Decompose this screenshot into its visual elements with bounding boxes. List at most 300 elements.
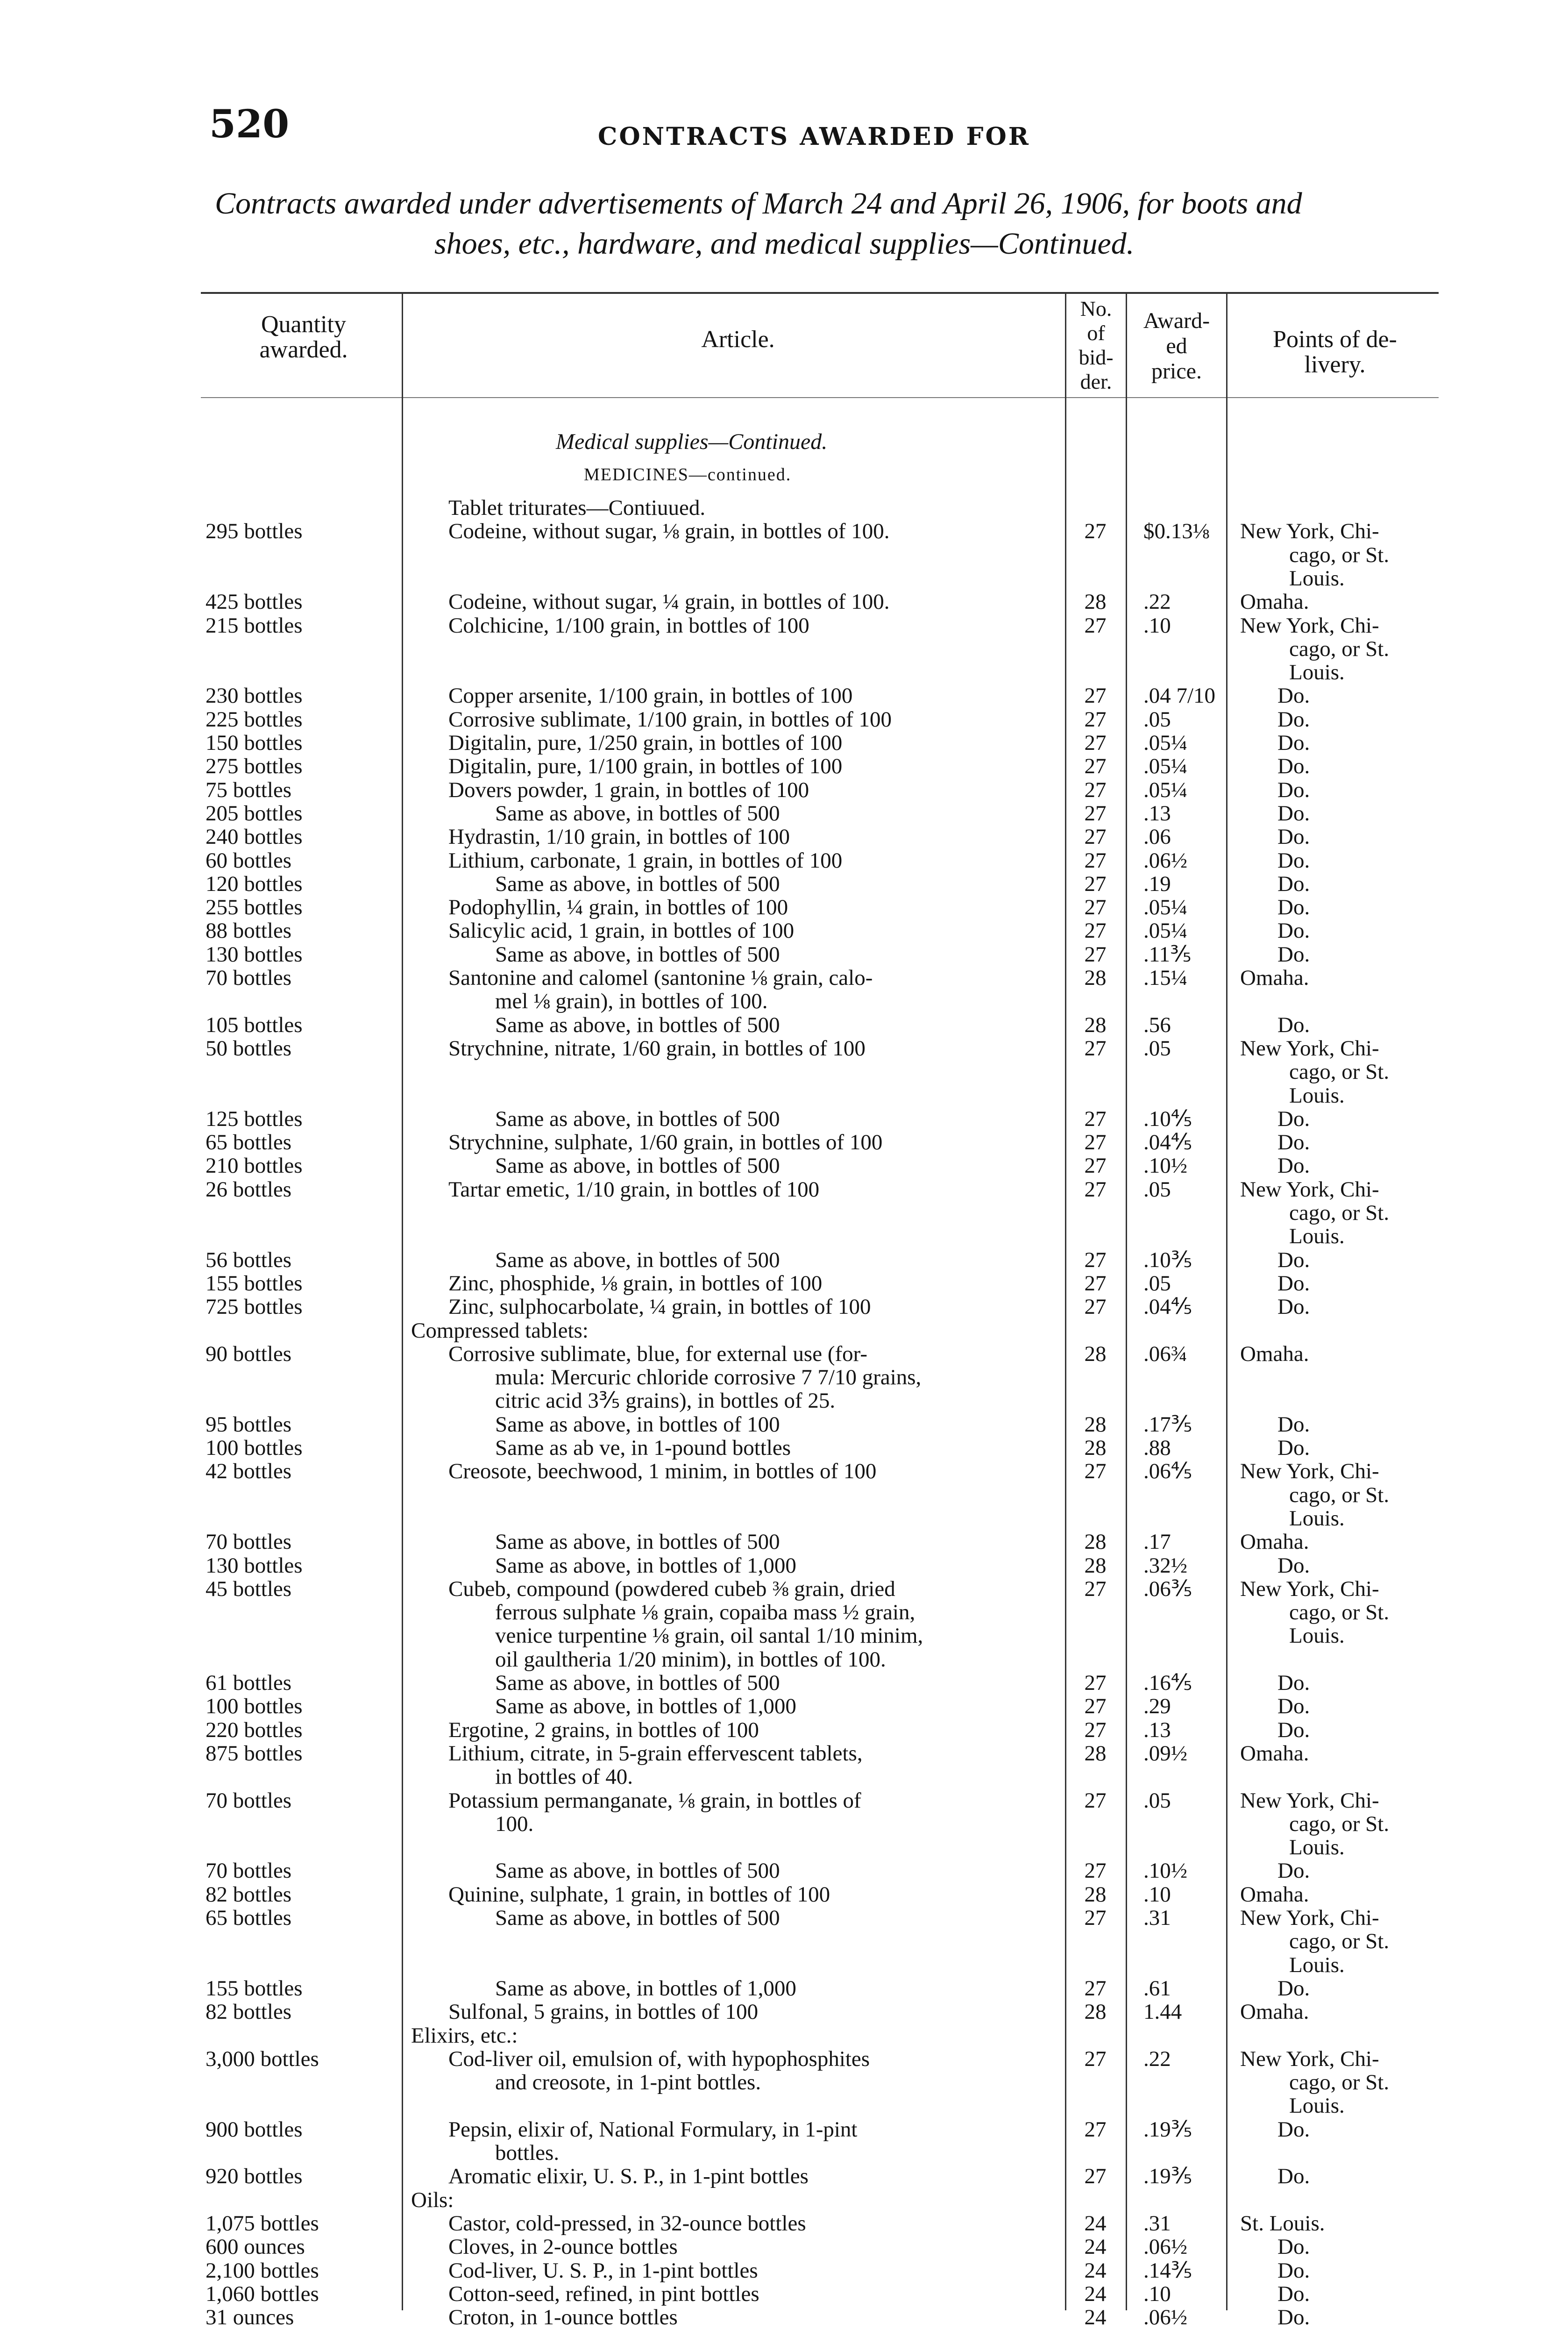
table-row [0,1883,1568,1906]
quantity-cell: 205 bottles [206,801,303,826]
table-row [0,1554,1568,1577]
delivery-cell: Do. [1277,2281,1310,2306]
bidder-cell: 27 [1084,1694,1107,1719]
bidder-cell: 24 [1084,2258,1107,2283]
article-cell: Tartar emetic, 1/10 grain, in bottles of 100 [448,1177,820,1201]
table-row [0,1483,1568,1507]
table-row [0,1084,1568,1107]
quantity-cell: 155 bottles [206,1976,303,2001]
table-row [0,1225,1568,1248]
article-cell: Cloves, in 2-ounce bottles [448,2235,678,2259]
quantity-cell: 95 bottles [206,1412,292,1437]
bidder-cell: 27 [1084,2046,1107,2071]
delivery-cell: Louis. [1289,1835,1345,1860]
price-cell: .19⅗ [1143,2117,1192,2142]
article-cell: Potassium permanganate, ⅛ grain, in bottles of [448,1788,861,1812]
price-cell: .13 [1143,1717,1171,1742]
table-row [0,2141,1568,2165]
delivery-cell: Omaha. [1240,590,1309,614]
article-cell: Lithium, carbonate, 1 grain, in bottles of 100 [448,848,843,872]
table-row [0,1930,1568,1953]
delivery-cell: Louis. [1289,566,1345,591]
table-row [0,708,1568,731]
delivery-cell: Do. [1277,871,1310,896]
price-cell: .06 [1143,825,1171,849]
table-row [0,943,1568,966]
table-row [0,2282,1568,2306]
article-cell: in bottles of 40. [495,1765,633,1789]
table-row [0,966,1568,990]
article-cell: Zinc, phosphide, ⅛ grain, in bottles of 100 [448,1271,823,1295]
table-row [0,778,1568,802]
table-row [0,1718,1568,1742]
article-cell: Oils: [411,2188,454,2212]
price-cell: .22 [1143,2046,1171,2071]
price-cell: .10⅘ [1143,1106,1192,1131]
price-cell: .06⅘ [1143,1459,1192,1484]
table-row [0,802,1568,825]
table-row [0,1037,1568,1060]
table-row [0,2212,1568,2235]
section-medicines: MEDICINES—continued. [584,465,792,484]
article-cell: Same as ab ve, in 1-pound bottles [495,1436,791,1460]
delivery-cell: Omaha. [1240,2000,1309,2024]
article-cell: Hydrastin, 1/10 grain, in bottles of 100 [448,825,790,849]
table-row [0,1906,1568,1930]
table-row [0,1977,1568,2000]
table-row [0,896,1568,919]
quantity-cell: 70 bottles [206,1859,292,1883]
quantity-cell: 210 bottles [206,1154,303,1178]
table-row [0,661,1568,684]
quantity-cell: 225 bottles [206,707,303,732]
price-cell: .29 [1143,1694,1171,1719]
quantity-cell: 255 bottles [206,895,303,920]
table-row [0,2071,1568,2094]
delivery-cell: Do. [1277,684,1310,708]
table-row [0,1460,1568,1483]
table-row [0,1765,1568,1788]
price-cell: .31 [1143,1906,1171,1930]
table-row [0,919,1568,942]
table-row [0,1060,1568,1083]
price-cell: .06½ [1143,2305,1187,2330]
quantity-cell: 100 bottles [206,1694,303,1719]
quantity-cell: 82 bottles [206,2000,292,2024]
quantity-cell: 1,060 bottles [206,2281,319,2306]
article-cell: Castor, cold-pressed, in 32-ounce bottles [448,2211,806,2235]
table-row [0,543,1568,567]
delivery-cell: Do. [1277,777,1310,802]
price-cell: .05¼ [1143,754,1187,779]
price-cell: .16⅘ [1143,1671,1192,1695]
bidder-cell: 27 [1084,1247,1107,1272]
delivery-cell: Do. [1277,1717,1310,1742]
quantity-cell: 50 bottles [206,1036,292,1061]
bidder-cell: 27 [1084,1295,1107,1319]
price-cell: .05 [1143,1177,1171,1202]
table-row [0,1695,1568,1718]
article-cell: Digitalin, pure, 1/250 grain, in bottles of 100 [448,731,843,755]
bidder-cell: 27 [1084,1671,1107,1695]
delivery-cell: Louis. [1289,1624,1345,1648]
article-cell: Strychnine, sulphate, 1/60 grain, in bottles of 100 [448,1131,883,1154]
table-caption-line-1: Contracts awarded under advertisements of March 24 and April 26, 1906, for boots and [215,186,1302,221]
article-cell: Ergotine, 2 grains, in bottles of 100 [448,1718,759,1742]
bidder-cell: 27 [1084,871,1107,896]
article-cell: Croton, in 1-ounce bottles [448,2306,678,2329]
quantity-cell: 105 bottles [206,1012,303,1037]
table-row [0,1624,1568,1647]
price-cell: .10⅗ [1143,1247,1192,1272]
price-cell: 1.44 [1143,2000,1182,2024]
article-cell: Creosote, beechwood, 1 minim, in bottles of 100 [448,1460,877,1483]
article-cell: Same as above, in bottles of 1,000 [495,1695,796,1718]
article-cell: Lithium, citrate, in 5-grain effervescent tablets, [448,1741,863,1765]
bidder-cell: 27 [1084,1106,1107,1131]
delivery-cell: Omaha. [1240,1741,1309,1766]
header-bidder: No. of bid- der. [1078,297,1114,393]
article-cell: Cod-liver, U. S. P., in 1-pint bottles [448,2258,758,2282]
table-row [0,2024,1568,2047]
article-cell: citric acid 3⅗ grains), in bottles of 25. [495,1389,836,1413]
table-row [0,1295,1568,1318]
bidder-cell: 28 [1084,2000,1107,2024]
header-quantity: Quantity awarded. [259,311,348,363]
delivery-cell: St. Louis. [1240,2211,1325,2236]
table-row [0,1107,1568,1131]
price-cell: .05 [1143,1271,1171,1296]
delivery-cell: Do. [1277,919,1310,943]
bidder-cell: 27 [1084,2117,1107,2142]
table-row [0,2188,1568,2212]
article-cell: mel ⅛ grain), in bottles of 100. [495,990,768,1013]
table-row [0,2000,1568,2023]
table-row [0,755,1568,778]
quantity-cell: 82 bottles [206,1882,292,1907]
header-rule [201,397,1439,398]
article-cell: Cotton-seed, refined, in pint bottles [448,2282,759,2306]
table-caption-line-2: shoes, etc., hardware, and medical supplies—Continued. [434,227,1135,261]
price-cell: .31 [1143,2211,1171,2236]
delivery-cell: Do. [1277,754,1310,779]
article-cell: Same as above, in bottles of 500 [495,1530,780,1554]
quantity-cell: 155 bottles [206,1271,303,1296]
table-row [0,1013,1568,1037]
table-row [0,590,1568,613]
bidder-cell: 24 [1084,2281,1107,2306]
article-cell: Same as above, in bottles of 500 [495,1671,780,1695]
delivery-cell: Louis. [1289,660,1345,685]
price-cell: $0.13⅛ [1143,519,1209,544]
delivery-cell: Do. [1277,1271,1310,1296]
delivery-cell: cago, or St. [1289,1600,1390,1625]
price-cell: .10 [1143,1882,1171,1907]
quantity-cell: 56 bottles [206,1247,292,1272]
table-row [0,2306,1568,2329]
delivery-cell: New York, Chi- [1240,1788,1379,1813]
table-row [0,520,1568,543]
bidder-cell: 28 [1084,966,1107,990]
table-row [0,1342,1568,1366]
article-cell: Dovers powder, 1 grain, in bottles of 100 [448,778,809,802]
article-cell: Cubeb, compound (powdered cubeb ⅜ grain, dried [448,1577,895,1601]
table-row [0,1530,1568,1553]
table-row [0,849,1568,872]
bidder-cell: 27 [1084,825,1107,849]
bidder-cell: 28 [1084,1341,1107,1366]
table-row [0,1671,1568,1695]
table-row [0,2235,1568,2258]
delivery-cell: Louis. [1289,2094,1345,2118]
price-cell: .05¼ [1143,895,1187,920]
bidder-cell: 27 [1084,1859,1107,1883]
bidder-cell: 28 [1084,590,1107,614]
table-row [0,614,1568,637]
delivery-cell: Do. [1277,1412,1310,1437]
delivery-cell: Do. [1277,1106,1310,1131]
article-cell: Copper arsenite, 1/100 grain, in bottles of 100 [448,684,853,708]
article-cell: Quinine, sulphate, 1 grain, in bottles of 100 [448,1882,830,1906]
delivery-cell: Do. [1277,2258,1310,2283]
delivery-cell: Do. [1277,2117,1310,2142]
table-row [0,1248,1568,1272]
delivery-cell: Do. [1277,848,1310,873]
table-row [0,2094,1568,2117]
top-rule [201,292,1439,294]
quantity-cell: 70 bottles [206,1788,292,1813]
delivery-cell: Do. [1277,1694,1310,1719]
delivery-cell: Omaha. [1240,966,1309,990]
delivery-cell: Do. [1277,1436,1310,1460]
bidder-cell: 27 [1084,777,1107,802]
table-row [0,684,1568,707]
bidder-cell: 27 [1084,519,1107,544]
table-row [0,567,1568,590]
article-cell: Same as above, in bottles of 500 [495,1906,780,1930]
bidder-cell: 27 [1084,1154,1107,1178]
price-cell: .19 [1143,871,1171,896]
table-row [0,825,1568,848]
header-article: Article. [701,326,775,353]
bidder-cell: 27 [1084,613,1107,638]
price-cell: .10½ [1143,1154,1187,1178]
quantity-cell: 2,100 bottles [206,2258,319,2283]
delivery-cell: Do. [1277,1295,1310,1319]
quantity-cell: 240 bottles [206,825,303,849]
bidder-cell: 27 [1084,895,1107,920]
article-cell: Same as above, in bottles of 500 [495,1248,780,1272]
delivery-cell: Do. [1277,731,1310,755]
delivery-cell: Omaha. [1240,1882,1309,1907]
table-row [0,1507,1568,1530]
bidder-cell: 28 [1084,1436,1107,1460]
price-cell: .22 [1143,590,1171,614]
delivery-cell: cago, or St. [1289,1929,1390,1954]
quantity-cell: 275 bottles [206,754,303,779]
article-cell: Zinc, sulphocarbolate, ¼ grain, in bottles of 100 [448,1295,871,1319]
price-cell: .04 7/10 [1143,684,1216,708]
table-row [0,496,1568,520]
quantity-cell: 31 ounces [206,2305,294,2330]
quantity-cell: 920 bottles [206,2164,303,2189]
table-row [0,1436,1568,1460]
price-cell: .06⅗ [1143,1576,1192,1601]
article-cell: Colchicine, 1/100 grain, in bottles of 100 [448,613,809,637]
price-cell: .05 [1143,1788,1171,1813]
quantity-cell: 120 bottles [206,871,303,896]
table-row [0,1577,1568,1601]
quantity-cell: 230 bottles [206,684,303,708]
bidder-cell: 27 [1084,1788,1107,1813]
delivery-cell: Louis. [1289,1506,1345,1531]
price-cell: .05 [1143,707,1171,732]
quantity-cell: 90 bottles [206,1341,292,1366]
delivery-cell: New York, Chi- [1240,1177,1379,1202]
delivery-cell: Do. [1277,1130,1310,1155]
price-cell: .04⅘ [1143,1295,1192,1319]
table-row [0,1413,1568,1436]
table-row [0,1154,1568,1177]
quantity-cell: 70 bottles [206,1530,292,1554]
article-cell: Same as above, in bottles of 1,000 [495,1553,796,1577]
article-cell: ferrous sulphate ⅛ grain, copaiba mass ½ grain, [495,1601,915,1624]
delivery-cell: cago, or St. [1289,1060,1390,1084]
table-row [0,1201,1568,1225]
delivery-cell: Do. [1277,801,1310,826]
price-cell: .05¼ [1143,731,1187,755]
article-cell: Codeine, without sugar, ¼ grain, in bottles of 100. [448,590,890,614]
article-cell: Codeine, without sugar, ⅛ grain, in bottles of 100. [448,520,890,543]
delivery-cell: cago, or St. [1289,2070,1390,2095]
delivery-cell: Do. [1277,1671,1310,1695]
quantity-cell: 100 bottles [206,1436,303,1460]
header-price: Award- ed price. [1143,308,1210,384]
price-cell: .10½ [1143,1859,1187,1883]
quantity-cell: 75 bottles [206,777,292,802]
price-cell: .14⅗ [1143,2258,1192,2283]
bidder-cell: 27 [1084,1717,1107,1742]
table-row [0,2259,1568,2282]
bidder-cell: 27 [1084,754,1107,779]
bidder-cell: 28 [1084,1412,1107,1437]
article-cell: oil gaultheria 1/20 minim), in bottles of 100. [495,1647,886,1671]
table-row [0,2118,1568,2141]
price-cell: .61 [1143,1976,1171,2001]
bidder-cell: 27 [1084,1271,1107,1296]
delivery-cell: Louis. [1289,1224,1345,1249]
bidder-cell: 24 [1084,2235,1107,2259]
delivery-cell: Do. [1277,1553,1310,1578]
article-cell: Cod-liver oil, emulsion of, with hypophosphites [448,2047,870,2071]
quantity-cell: 295 bottles [206,519,303,544]
table-row [0,637,1568,661]
delivery-cell: Do. [1277,707,1310,732]
bidder-cell: 27 [1084,2164,1107,2189]
running-head: CONTRACTS AWARDED FOR [598,122,1030,151]
article-cell: Same as above, in bottles of 1,000 [495,1976,796,2000]
table-row [0,1836,1568,1859]
bidder-cell: 27 [1084,684,1107,708]
quantity-cell: 875 bottles [206,1741,303,1766]
page-number: 520 [209,102,290,147]
table-row [0,1272,1568,1295]
quantity-cell: 61 bottles [206,1671,292,1695]
quantity-cell: 65 bottles [206,1130,292,1155]
quantity-cell: 130 bottles [206,942,303,967]
delivery-cell: Louis. [1289,1952,1345,1977]
article-cell: Same as above, in bottles of 500 [495,801,780,825]
bidder-cell: 27 [1084,1130,1107,1155]
price-cell: .06¾ [1143,1341,1187,1366]
price-cell: .10 [1143,2281,1171,2306]
bidder-cell: 28 [1084,1530,1107,1554]
table-row [0,1389,1568,1412]
quantity-cell: 600 ounces [206,2235,305,2259]
bidder-cell: 28 [1084,1882,1107,1907]
delivery-cell: Do. [1277,825,1310,849]
delivery-cell: New York, Chi- [1240,613,1379,638]
article-cell: venice turpentine ⅛ grain, oil santal 1/10 minim, [495,1624,923,1648]
article-cell: and creosote, in 1-pint bottles. [495,2071,761,2094]
delivery-cell: Do. [1277,1859,1310,1883]
article-cell: Same as above, in bottles of 100 [495,1412,780,1436]
bidder-cell: 27 [1084,731,1107,755]
table-row [0,1953,1568,1977]
article-cell: Santonine and calomel (santonine ⅛ grain, calo- [448,966,873,990]
delivery-cell: cago, or St. [1289,1811,1390,1836]
table-row [0,1742,1568,1765]
delivery-cell: Do. [1277,2305,1310,2330]
delivery-cell: Louis. [1289,1083,1345,1108]
bidder-cell: 28 [1084,1741,1107,1766]
article-cell: Podophyllin, ¼ grain, in bottles of 100 [448,896,788,919]
table-row [0,872,1568,896]
price-cell: .32½ [1143,1553,1187,1578]
price-cell: .11⅗ [1143,942,1192,967]
quantity-cell: 425 bottles [206,590,303,614]
table-row [0,1859,1568,1882]
table-row [0,1366,1568,1389]
article-cell: Aromatic elixir, U. S. P., in 1-pint bottles [448,2165,809,2188]
price-cell: .05¼ [1143,777,1187,802]
bidder-cell: 27 [1084,1177,1107,1202]
delivery-cell: Do. [1277,1012,1310,1037]
article-cell: Corrosive sublimate, blue, for external use (for- [448,1342,867,1366]
price-cell: .88 [1143,1436,1171,1460]
bidder-cell: 27 [1084,1976,1107,2001]
delivery-cell: Do. [1277,2164,1310,2189]
table-row [0,731,1568,755]
delivery-cell: New York, Chi- [1240,2046,1379,2071]
quantity-cell: 130 bottles [206,1553,303,1578]
bidder-cell: 24 [1084,2305,1107,2330]
article-cell: Compressed tablets: [411,1318,589,1342]
price-cell: .19⅗ [1143,2164,1192,2189]
delivery-cell: cago, or St. [1289,542,1390,567]
delivery-cell: cago, or St. [1289,1482,1390,1507]
article-cell: Elixirs, etc.: [411,2023,518,2047]
article-cell: Same as above, in bottles of 500 [495,1859,780,1883]
price-cell: .05¼ [1143,919,1187,943]
quantity-cell: 125 bottles [206,1106,303,1131]
price-cell: .10 [1143,613,1171,638]
price-cell: .06½ [1143,2235,1187,2259]
table-row [0,990,1568,1013]
bidder-cell: 27 [1084,801,1107,826]
article-cell: Same as above, in bottles of 500 [495,1154,780,1178]
bidder-cell: 27 [1084,707,1107,732]
